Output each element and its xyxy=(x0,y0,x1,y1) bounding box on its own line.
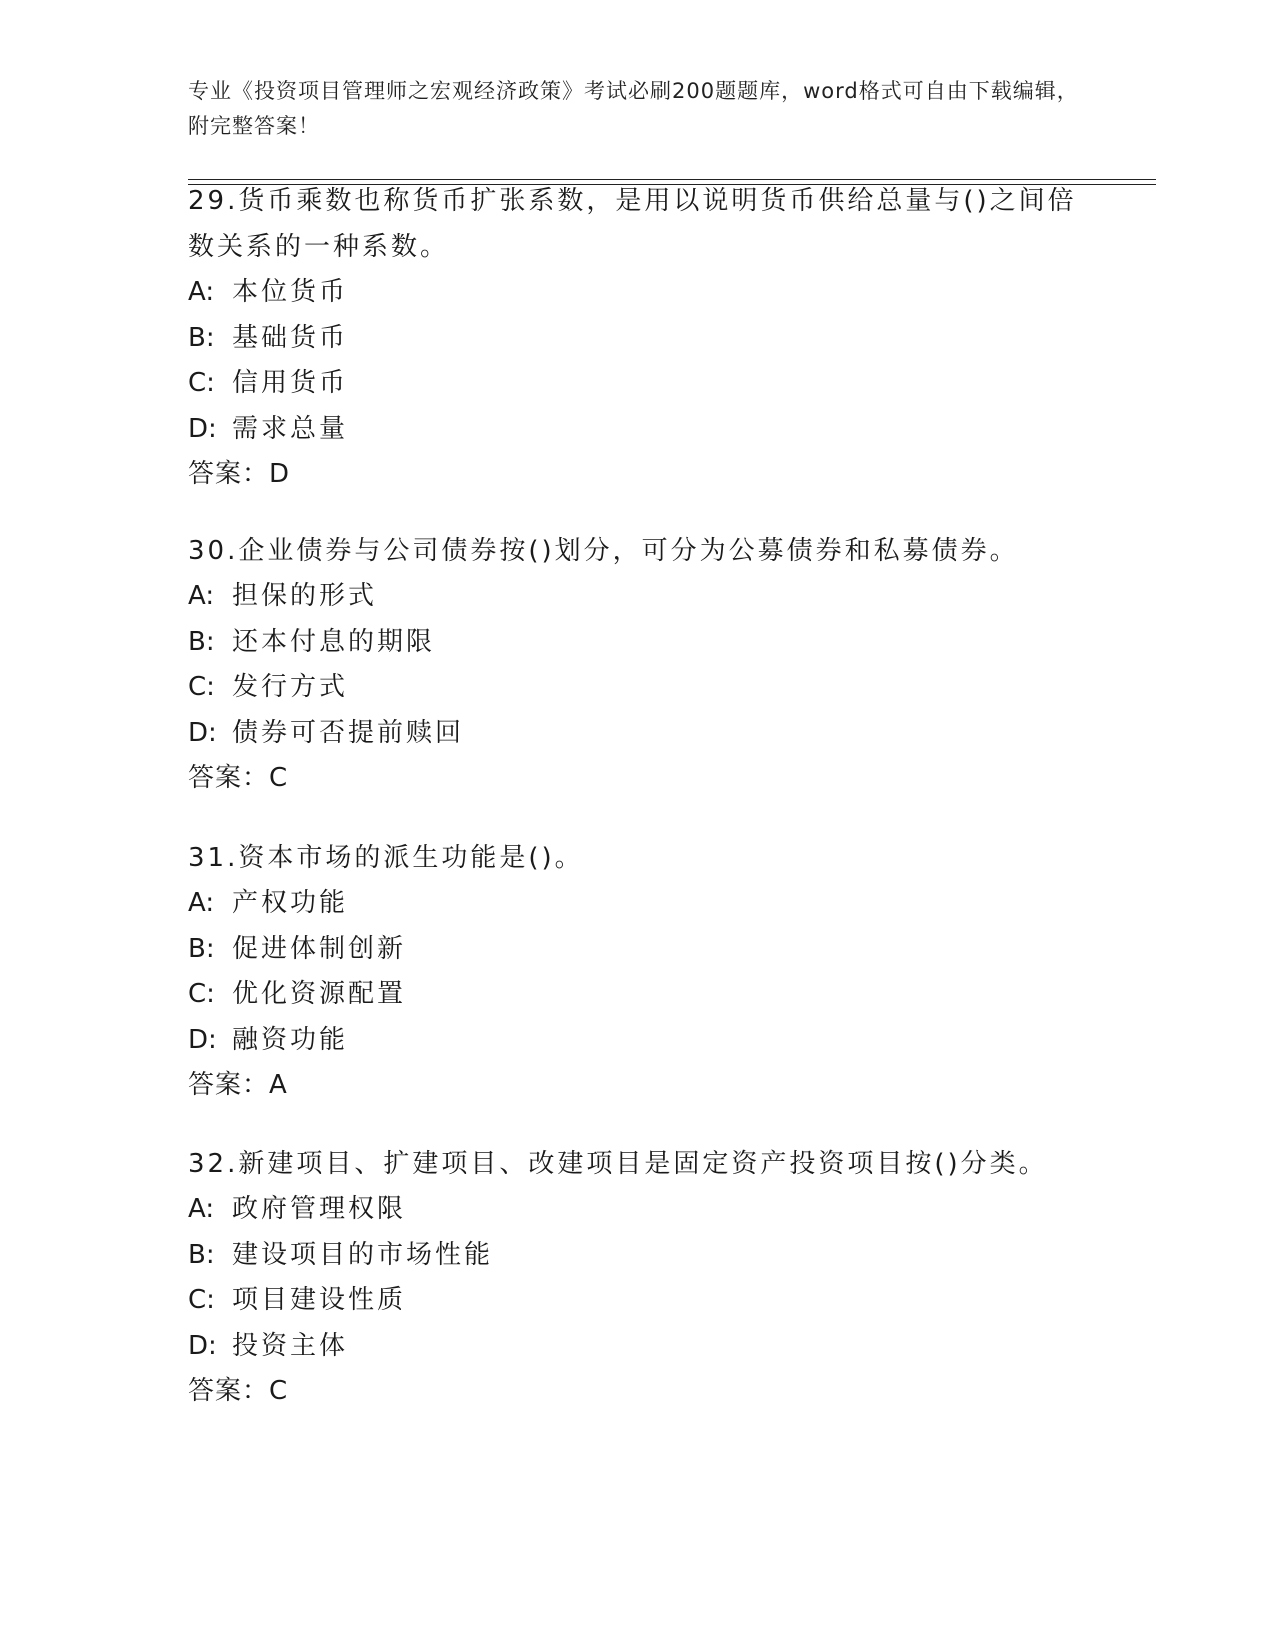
answer-label: 答案： xyxy=(188,1376,270,1407)
option-text: 发行方式 xyxy=(232,672,349,703)
option-letter: C: xyxy=(188,368,215,399)
question-31 xyxy=(188,835,1088,1109)
option-letter: C: xyxy=(188,672,215,703)
document-intro: 专业《投资项目管理师之宏观经济政策》考试必刷200题题库，word格式可自由下载编辑，附完整答案！ xyxy=(188,79,1079,138)
option-b xyxy=(188,1233,1088,1279)
option-a xyxy=(188,881,1088,927)
option-text: 项目建设性质 xyxy=(232,1285,407,1316)
answer-line xyxy=(188,1063,1088,1109)
answer-line xyxy=(188,1369,1088,1415)
option-letter: B: xyxy=(188,626,215,657)
option-a xyxy=(188,1187,1088,1233)
option-letter: D: xyxy=(188,413,217,444)
option-letter: A: xyxy=(188,581,215,611)
option-a xyxy=(188,270,1088,316)
question-29 xyxy=(188,178,1088,498)
option-text: 促进体制创新 xyxy=(232,933,407,964)
option-c xyxy=(188,972,1088,1018)
option-letter: D: xyxy=(188,1024,217,1055)
option-text: 政府管理权限 xyxy=(232,1194,407,1224)
option-letter: A: xyxy=(188,888,215,918)
answer-line xyxy=(188,452,1088,498)
question-stem: 32.新建项目、扩建项目、改建项目是固定资产投资项目按()分类。 xyxy=(188,1149,1048,1179)
option-text: 产权功能 xyxy=(232,888,349,918)
option-text: 融资功能 xyxy=(232,1024,349,1055)
question-stem: 29.货币乘数也称货币扩张系数，是用以说明货币供给总量与()之间倍数关系的一种系数。 xyxy=(188,186,1077,262)
answer-line xyxy=(188,756,1088,802)
answer-label: 答案： xyxy=(188,459,270,490)
option-letter: A: xyxy=(188,1194,215,1224)
option-text: 基础货币 xyxy=(232,322,349,353)
option-text: 本位货币 xyxy=(232,277,349,307)
option-b xyxy=(188,620,1088,666)
option-text: 债券可否提前赎回 xyxy=(232,717,465,748)
answer-label: 答案： xyxy=(188,1070,270,1101)
answer-value: C xyxy=(269,763,288,794)
option-d xyxy=(188,1324,1088,1370)
option-c xyxy=(188,361,1088,407)
option-letter: C: xyxy=(188,1285,215,1316)
option-c xyxy=(188,1278,1088,1324)
option-d xyxy=(188,407,1088,453)
option-text: 担保的形式 xyxy=(232,581,378,611)
option-letter: B: xyxy=(188,933,215,964)
option-b xyxy=(188,316,1088,362)
answer-value: C xyxy=(269,1376,288,1407)
option-letter: B: xyxy=(188,1239,215,1270)
option-letter: D: xyxy=(188,1330,217,1361)
answer-value: D xyxy=(269,459,290,490)
option-letter: D: xyxy=(188,717,217,748)
question-stem: 30.企业债券与公司债券按()划分，可分为公募债券和私募债券。 xyxy=(188,536,1019,566)
option-text: 信用货币 xyxy=(232,368,349,399)
option-text: 需求总量 xyxy=(232,413,349,444)
answer-value: A xyxy=(269,1070,287,1101)
answer-label: 答案： xyxy=(188,763,270,794)
option-d xyxy=(188,1018,1088,1064)
option-letter: B: xyxy=(188,322,215,353)
option-letter: A: xyxy=(188,277,215,307)
option-letter: C: xyxy=(188,979,215,1010)
question-stem: 31.资本市场的派生功能是()。 xyxy=(188,843,584,873)
option-text: 建设项目的市场性能 xyxy=(232,1239,494,1270)
option-text: 优化资源配置 xyxy=(232,979,407,1010)
option-c xyxy=(188,665,1088,711)
question-30 xyxy=(188,528,1088,802)
option-d xyxy=(188,711,1088,757)
option-text: 还本付息的期限 xyxy=(232,626,436,657)
question-32 xyxy=(188,1141,1088,1415)
option-text: 投资主体 xyxy=(232,1330,349,1361)
option-b xyxy=(188,927,1088,973)
option-a xyxy=(188,574,1088,620)
